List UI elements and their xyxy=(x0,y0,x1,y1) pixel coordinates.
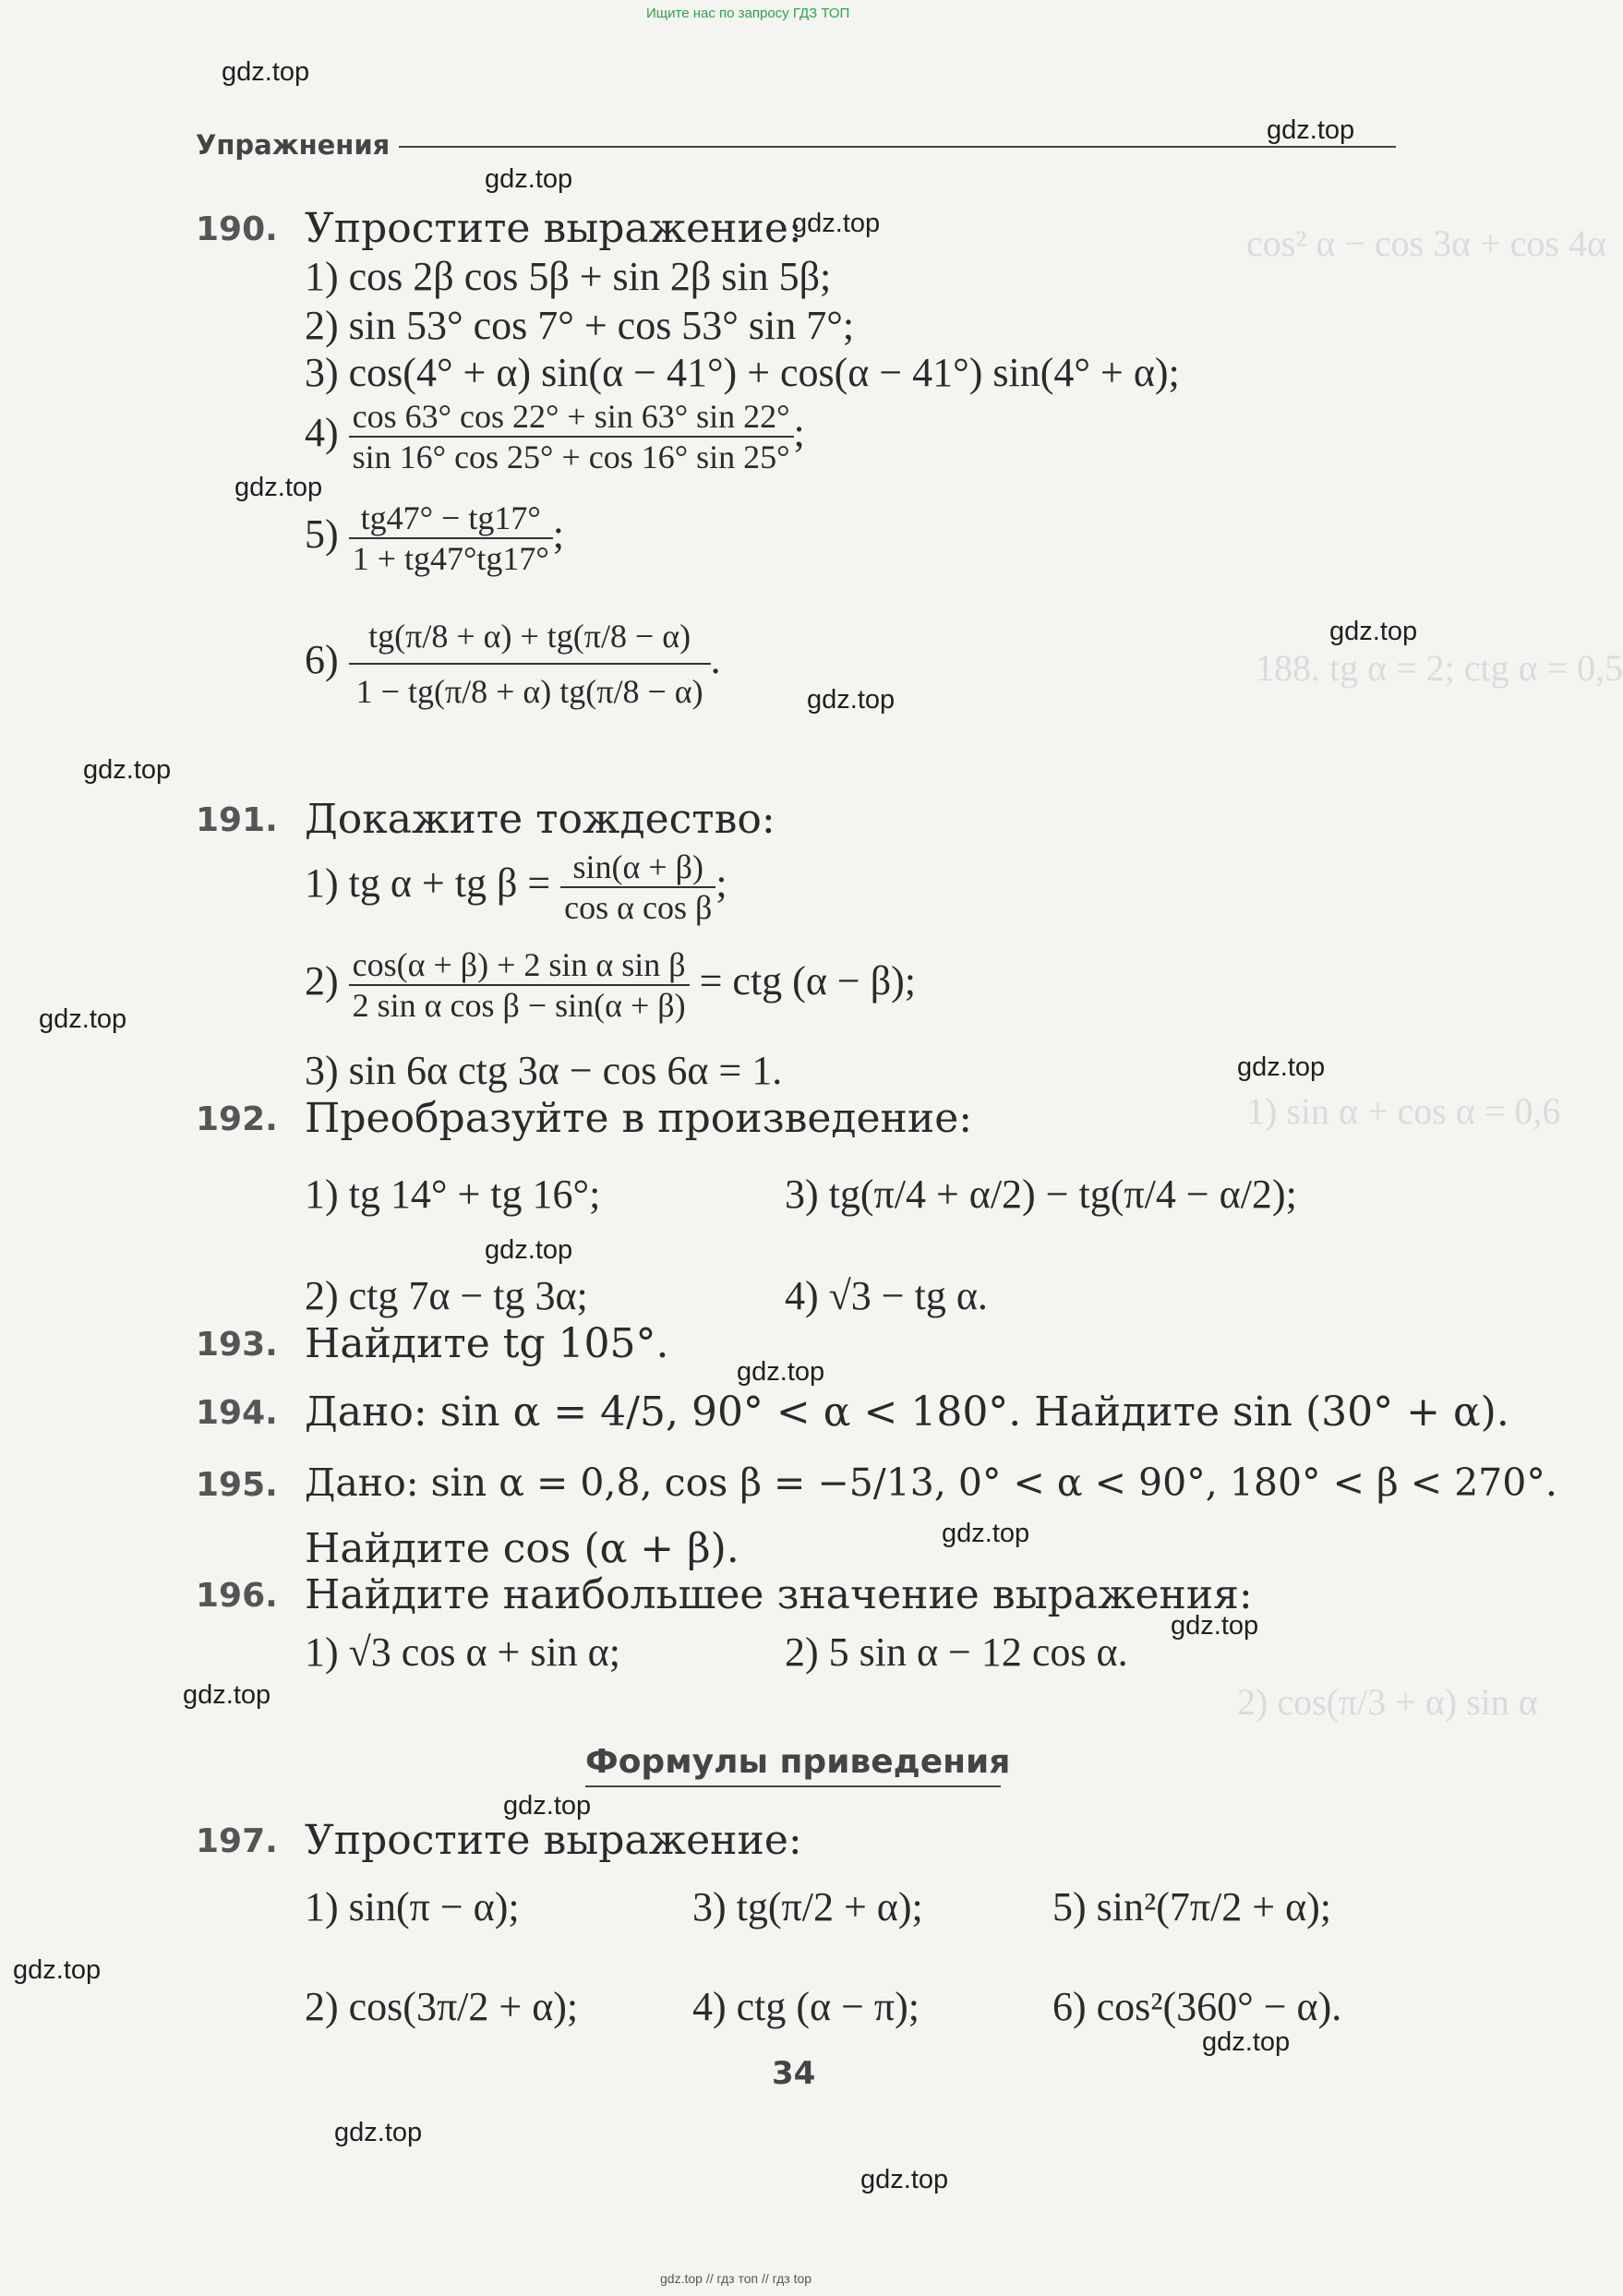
watermark: gdz.top xyxy=(1329,617,1418,646)
exercise-title: Упростите выражение: xyxy=(305,1817,802,1864)
page-number: 34 xyxy=(772,2055,816,2092)
item-end: ; xyxy=(552,511,564,558)
numerator: cos 63° cos 22° + sin 63° sin 22° xyxy=(349,397,794,438)
watermark: gdz.top xyxy=(1202,2027,1291,2057)
subsection-underline xyxy=(585,1785,1001,1787)
exercise-text: Найдите cos (α + β). xyxy=(305,1525,739,1572)
exercise-text: Найдите tg 105°. xyxy=(305,1320,669,1367)
item-label: 6) xyxy=(305,637,339,683)
watermark: gdz.top xyxy=(485,1235,573,1265)
numerator: tg47° − tg17° xyxy=(349,499,553,539)
denominator: 1 + tg47°tg17° xyxy=(352,540,549,577)
item-end: . xyxy=(710,637,721,683)
watermark: gdz.top xyxy=(860,2165,949,2194)
exercise-number: 195. xyxy=(196,1466,278,1504)
denominator: cos α cos β xyxy=(564,889,713,926)
watermark: gdz.top xyxy=(503,1791,592,1821)
exercise-number: 190. xyxy=(196,210,278,248)
watermark: gdz.top xyxy=(234,473,323,502)
numerator: tg(π/8 + α) + tg(π/8 − α) xyxy=(349,609,711,665)
exercise-item: 1) √3 cos α + sin α; xyxy=(305,1629,620,1675)
item-end: ; xyxy=(793,410,805,456)
exercise-item: 4) √3 − tg α. xyxy=(785,1273,988,1318)
exercise-title: Найдите наибольшее значение выражения: xyxy=(305,1571,1253,1618)
fraction xyxy=(349,397,794,476)
top-banner: Ищите нас по запросу ГДЗ ТОП xyxy=(646,6,850,21)
watermark: gdz.top xyxy=(1171,1611,1259,1641)
exercise-number: 192. xyxy=(196,1100,278,1138)
exercise-text: Дано: sin α = 0,8, cos β = −5/13, 0° < α < 90°, 180° < β < 270°. xyxy=(305,1461,1557,1505)
exercise-item: 3) cos(4° + α) sin(α − 41°) + cos(α − 41°) sin(4° + α); xyxy=(305,350,1180,395)
exercise-item xyxy=(305,609,721,718)
denominator: sin 16° cos 25° + cos 16° sin 25° xyxy=(352,439,790,475)
subsection-title: Формулы приведения xyxy=(585,1743,1011,1781)
exercise-title: Докажите тождество: xyxy=(305,796,775,843)
exercise-item xyxy=(305,945,916,1025)
watermark: gdz.top xyxy=(792,209,881,238)
item-end: ; xyxy=(715,860,727,907)
exercise-item xyxy=(305,397,805,476)
fraction xyxy=(560,847,715,927)
exercise-item: 1) tg 14° + tg 16°; xyxy=(305,1172,601,1217)
section-header: Упражнения xyxy=(196,129,391,161)
exercise-item: 4) ctg (α − π); xyxy=(692,1984,920,2029)
numerator: cos(α + β) + 2 sin α sin β xyxy=(349,945,690,986)
watermark: gdz.top xyxy=(807,685,896,715)
watermark: gdz.top xyxy=(39,1004,127,1034)
exercise-item: 2) cos(3π/2 + α); xyxy=(305,1984,579,2029)
item-label: 2) xyxy=(305,958,339,1004)
exercise-item: 2) 5 sin α − 12 cos α. xyxy=(785,1629,1128,1675)
exercise-title: Упростите выражение: xyxy=(305,205,802,252)
watermark: gdz.top xyxy=(83,755,172,785)
watermark: gdz.top xyxy=(222,57,310,87)
bottom-banner: gdz.top // гдз топ // гдз top xyxy=(660,2271,812,2286)
item-label: 1) tg α + tg β = xyxy=(305,860,551,907)
exercise-item: 3) tg(π/4 + α/2) − tg(π/4 − α/2); xyxy=(785,1172,1297,1217)
watermark: gdz.top xyxy=(737,1357,825,1387)
watermark: gdz.top xyxy=(942,1519,1030,1548)
exercise-item: 3) sin 6α ctg 3α − cos 6α = 1. xyxy=(305,1048,783,1093)
exercise-number: 194. xyxy=(196,1394,278,1432)
fraction xyxy=(349,945,690,1025)
watermark: gdz.top xyxy=(183,1680,271,1710)
exercise-item: 6) cos²(360° − α). xyxy=(1052,1984,1342,2029)
watermark: gdz.top xyxy=(485,164,573,194)
exercise-item xyxy=(305,499,564,578)
exercise-text: Дано: sin α = 4/5, 90° < α < 180°. Найдите sin (30° + α). xyxy=(305,1388,1509,1436)
watermark: gdz.top xyxy=(1237,1052,1326,1082)
exercise-number: 191. xyxy=(196,801,278,839)
numerator: sin(α + β) xyxy=(560,847,715,888)
item-label: 4) xyxy=(305,410,339,456)
exercise-item: 1) cos 2β cos 5β + sin 2β sin 5β; xyxy=(305,254,832,299)
exercise-number: 193. xyxy=(196,1326,278,1364)
exercise-item: 2) ctg 7α − tg 3α; xyxy=(305,1273,588,1318)
watermark: gdz.top xyxy=(13,1955,102,1985)
watermark: gdz.top xyxy=(334,2118,423,2147)
header-rule xyxy=(399,146,1396,148)
exercise-number: 197. xyxy=(196,1822,278,1860)
watermark: gdz.top xyxy=(1267,115,1355,145)
exercise-item: 2) sin 53° cos 7° + cos 53° sin 7°; xyxy=(305,303,855,348)
item-end: = ctg (α − β); xyxy=(699,958,916,1004)
exercise-item: 3) tg(π/2 + α); xyxy=(692,1884,923,1929)
fraction xyxy=(349,609,711,718)
exercise-item: 5) sin²(7π/2 + α); xyxy=(1052,1884,1332,1929)
item-label: 5) xyxy=(305,511,339,558)
fraction xyxy=(349,499,553,578)
exercise-item xyxy=(305,847,727,927)
exercise-number: 196. xyxy=(196,1577,278,1615)
exercise-title: Преобразуйте в произведение: xyxy=(305,1095,973,1142)
denominator: 1 − tg(π/8 + α) tg(π/8 − α) xyxy=(355,673,703,710)
denominator: 2 sin α cos β − sin(α + β) xyxy=(352,987,686,1024)
exercise-item: 1) sin(π − α); xyxy=(305,1884,520,1929)
